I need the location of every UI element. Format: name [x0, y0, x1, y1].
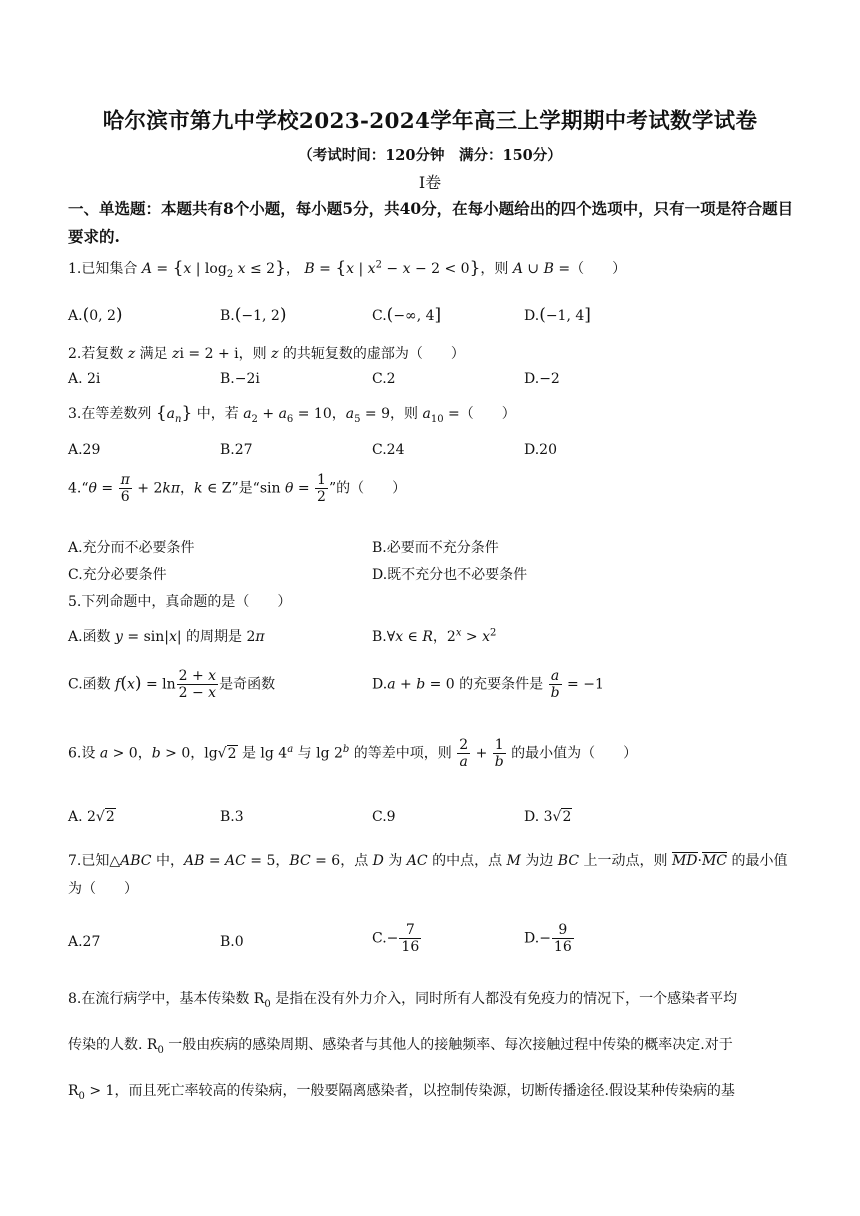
question-3: 3.在等差数列 $\{a_n\}$ 中，若 $a_2 + a_6 = 10$，$a_5 = 9$，则 $a_{10}$ =（ ） — [68, 403, 516, 425]
q3-option-b[interactable]: B.27 — [220, 442, 253, 458]
q7-option-b[interactable]: B.0 — [220, 934, 244, 950]
question-8-line-3: $R_0 > 1$，而且死亡率较高的传染病，一般要隔离感染者，以控制传染源，切断传播途径.假设某种传染病的基 — [68, 1083, 735, 1102]
q2-option-d[interactable]: D.−2 — [524, 371, 560, 387]
q6-option-a[interactable]: A. 2√2 — [68, 809, 115, 825]
volume-label: Ⅰ卷 — [418, 173, 442, 192]
q6-option-c[interactable]: C.9 — [372, 809, 396, 825]
question-2: 2.若复数 z 满足 zi = 2 + i，则 z 的共轭复数的虚部为（ ） — [68, 346, 465, 362]
q3-option-a[interactable]: A.29 — [68, 442, 101, 458]
q1-option-a[interactable]: A.(0, 2) — [68, 305, 123, 325]
exam-subtitle: （考试时间：120分钟 满分：150分） — [298, 147, 562, 164]
q4-option-c[interactable]: C.充分必要条件 — [68, 567, 167, 583]
q5-option-c[interactable]: C.函数 f(x) = ln $\frac{2 + x}{2 - x}$ 是奇函数 — [68, 668, 276, 702]
q1-option-d[interactable]: D.(−1, 4] — [524, 305, 591, 325]
q1-option-c[interactable]: C.(−∞, 4] — [372, 305, 442, 325]
q5-option-b[interactable]: B.∀x ∈ R，$2^x > x^2$ — [372, 627, 497, 645]
exam-title: 哈尔滨市第九中学校2023-2024学年高三上学期期中考试数学试卷 — [102, 109, 758, 134]
q7-option-c[interactable]: C.− $\frac{7}{16}$ — [372, 922, 420, 956]
q2-option-a[interactable]: A. 2i — [68, 371, 101, 387]
question-8-line-1: 8.在流行病学中，基本传染数 $R_0$ 是指在没有外力介入，同时所有人都没有免疫力的情况下，一个感染者平均 — [68, 991, 738, 1010]
question-8-line-2: 传染的人数. $R_0$ 一般由疾病的感染周期、感染者与其他人的接触频率、每次接触过程中传染的概率决定.对于 — [68, 1037, 733, 1056]
question-5: 5.下列命题中，真命题的是（ ） — [68, 594, 292, 610]
q5-option-d[interactable]: D.a + b = 0 的充要条件是 $\frac{a}{b}$ = −1 — [372, 668, 604, 702]
q3-option-d[interactable]: D.20 — [524, 442, 557, 458]
q6-option-b[interactable]: B.3 — [220, 809, 244, 825]
question-7: 7.已知△ABC 中，AB = AC = 5，BC = 6，点 D 为 AC 的中点，点 M 为边 BC 上一动点，则 MD·MC 的最小值为（ ） — [68, 853, 788, 897]
q7-option-d[interactable]: D.− $\frac{9}{16}$ — [524, 922, 572, 956]
q1-option-b[interactable]: B.(−1, 2) — [220, 305, 287, 325]
question-1: 1.已知集合 A = {x | $\log_2 x \le 2$}， B = {x | $x^2 - x - 2 < 0$}，则 A ∪ B =（ ） — [68, 258, 627, 280]
q4-option-a[interactable]: A.充分而不必要条件 — [68, 540, 195, 556]
question-4: 4.“θ = $\frac{\pi}{6}$ + 2kπ，k ∈ Z”是“sin θ = $\frac{1}{2}$ ”的（ ） — [68, 472, 407, 506]
q3-option-c[interactable]: C.24 — [372, 442, 405, 458]
section-heading: 一、单选题：本题共有8个小题，每小题5分，共40分，在每小题给出的四个选项中，只有一项是符合题目要求的. — [68, 199, 794, 246]
question-6: 6.设 a > 0，b > 0，lg√2 是 lg 4$^a$ 与 lg 2$^b$ 的等差中项，则 $\frac{2}{a}$ + $\frac{1}{b}$ 的最小值为（ ） — [68, 737, 638, 771]
q2-option-b[interactable]: B.−2i — [220, 371, 260, 387]
q4-option-b[interactable]: B.必要而不充分条件 — [372, 540, 499, 556]
q2-option-c[interactable]: C.2 — [372, 371, 396, 387]
q6-option-d[interactable]: D. 3√2 — [524, 809, 572, 825]
q7-option-a[interactable]: A.27 — [68, 934, 101, 950]
q4-option-d[interactable]: D.既不充分也不必要条件 — [372, 567, 528, 583]
q5-option-a[interactable]: A.函数 y = sin|x| 的周期是 2π — [68, 629, 265, 645]
